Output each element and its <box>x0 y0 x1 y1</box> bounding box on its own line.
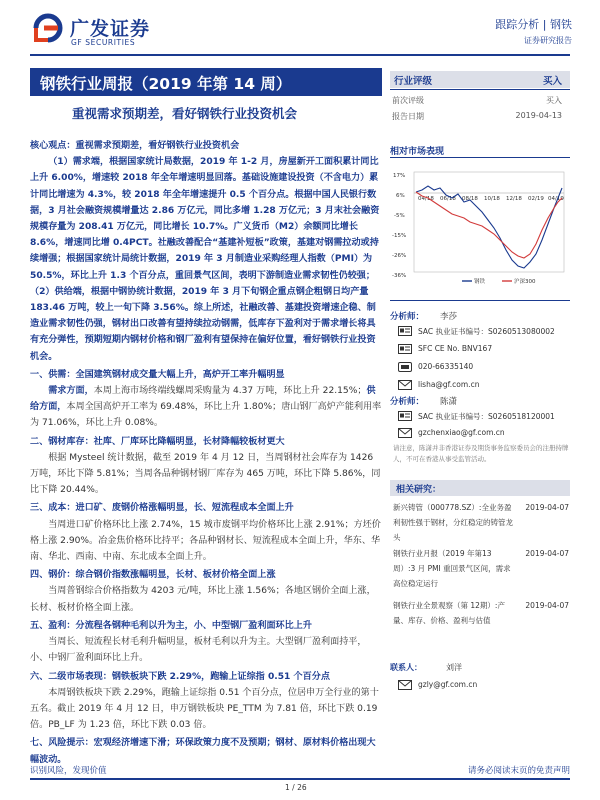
id-card-icon <box>398 326 412 336</box>
analyst1-sfc: SFC CE No. BNV167 <box>418 344 493 353</box>
section-6-title: 六、二级市场表现：钢铁板块下跌 2.29%，跑输上证综指 0.51 个百分点 <box>30 671 330 682</box>
id-card-icon <box>398 344 412 354</box>
related-item-date: 2019-04-07 <box>525 503 569 512</box>
core-view-paragraph: （1）需求端，根据国家统计局数据，2019 年 1-2 月，房屋新开工面积累计同比上升 6.00%，增速较 2018 年全年增速明显回落。基础设施建设投资（不含电力）累计同比增速为 4.3%，较 2018 年全年增速提升 0.5 个百分点。根据中国人民银行数据，3 月社会融资规模增量达 2.86 万亿元，同比多增 1.28 万亿元；3 月末社会融资规模存量为 208.41 万亿元，同比增长 10.7%。广义货币（M2）余额同比增长 8.6%，增速同比增 0.4PCT。社融改善配合“基建补短板”政策，基建对钢需拉动或持续增强；根据国家统计局统计数据，2019 年 3 月制造业采购经理人指数（PMI）为 50.5%，环比上升 1.3 个百分点，重回景气区间，表明下游制造业需求韧性仍较强；（2）供给端，根据中钢协统计数据，2019 年 3 月下旬钢企重点钢企粗钢日均产量 183.46 万吨，较上一旬下降 3.56%。综上所述，社融改善、基建投资增速企稳、制造业需求韧性仍强，钢材出口改善有望持续拉动钢需，低库存下盈利对于需求增长将具有充分弹性，预期短期内钢材价格和钢厂盈利有望保持在偏好位置，看好钢铁行业投资机会。 <box>30 157 380 362</box>
rating-value: 买入 <box>542 76 562 87</box>
gf-logo-icon <box>32 12 64 44</box>
legend-hs300: 沪深300 <box>514 279 536 285</box>
contact-label: 联系人： <box>390 663 422 672</box>
related-item-title[interactable]: 新兴铸管（000778.SZ）:全业务盈利韧性强于钢材，分红稳定的铸管龙头 <box>393 503 513 543</box>
analyst1-sac: SAC 执业证书编号：S0260513080002 <box>418 327 555 336</box>
page-subtitle: 重视需求预期差，看好钢铁行业投资机会 <box>72 106 298 121</box>
supply-label: 供给方面， <box>30 386 376 413</box>
section-2-body: 根据 Mysteel 统计数据，截至 2019 年 4 月 12 日，当周钢材社会库存为 1426 万吨，环比下降 5.81%；当周各品种钢材钢厂库存为 465 万吨，环比下降 5.86%，同比下降 20.44%。 <box>30 452 381 496</box>
y-tick-label: -5% <box>394 213 405 219</box>
email-icon <box>398 380 412 390</box>
report-date-row <box>392 111 562 123</box>
contact-name: 刘洋 <box>446 663 462 672</box>
legend-steel: 钢铁 <box>474 279 486 285</box>
logo-en-text: GF SECURITIES <box>71 38 136 47</box>
section-4-title: 四、钢价：综合钢价指数涨幅明显，长材、板材价格全面上涨 <box>30 570 276 581</box>
contact-email[interactable]: gzly@gf.com.cn <box>418 680 478 689</box>
section-4-body: 当周普钢综合价格指数为 4203 元/吨，环比上涨 1.56%；各地区钢价全面上涨，长材、板材价格全面上涨。 <box>30 586 376 613</box>
x-tick-label: 04/18 <box>418 196 434 202</box>
report-type: 证券研究报告 <box>524 36 572 45</box>
report-date-value: 2019-04-13 <box>515 111 562 120</box>
logo-cn-text: 广发证券 <box>70 18 151 40</box>
y-tick-label: 17% <box>393 173 406 179</box>
email-icon <box>398 428 412 438</box>
section-3-title: 三、成本：进口矿、废钢价格涨幅明显，长、短流程成本全面上升 <box>30 503 294 514</box>
logo <box>32 12 182 52</box>
phone-icon <box>398 362 412 372</box>
footer-disclaimer: 请务必阅读末页的免责声明 <box>467 766 570 776</box>
related-item-title[interactable]: 钢铁行业全景观察（第 12期）:产量、库存、价格、盈利与估值 <box>393 601 505 626</box>
relative-performance-chart <box>392 168 567 288</box>
related-item[interactable] <box>393 500 569 546</box>
market-perf-label: 相对市场表现 <box>390 147 445 157</box>
x-tick-label: 08/18 <box>462 196 478 202</box>
related-item[interactable] <box>393 546 569 592</box>
report-category: 跟踪分析 | 钢铁 <box>495 18 572 31</box>
page-title: 钢铁行业周报（2019 年第 14 周） <box>40 75 292 93</box>
demand-label: 需求方面， <box>48 386 94 397</box>
related-item[interactable] <box>393 598 569 628</box>
x-tick-label: 02/19 <box>528 196 544 202</box>
section-5-title: 五、盈利：分流程各钢种毛利以升为主，小、中型钢厂盈利面环比上升 <box>30 620 312 631</box>
section-5-body: 当周长、短流程长材毛利升幅明显，板材毛利以升为主。大型钢厂盈利面持平，小、中钢厂盈利面环比上升。 <box>30 637 367 664</box>
section-1-title: 一、供需：全国建筑钢材成交量大幅上升，高炉开工率升幅明显 <box>30 369 285 380</box>
analyst1-phone: 020-66335140 <box>418 362 474 371</box>
footer-divider <box>30 778 570 780</box>
related-item-date: 2019-04-07 <box>525 601 569 610</box>
related-item-title[interactable]: 钢铁行业月报（2019 年第13 周）:3 月 PMI 重回景气区间，需求高位稳定运行 <box>393 549 511 589</box>
section-3-body: 当周进口矿价格环比上涨 2.74%，15 城市废钢平均价格环比上涨 2.91%；方坯价格上涨 2.90%。冶金焦价格环比持平；各品种钢材长、短流程成本全面上升，华东、华南、华北、西南、中南、东北成本全面上升。 <box>30 519 381 563</box>
x-tick-label: 10/18 <box>484 196 500 202</box>
report-body <box>30 138 384 768</box>
section-6-body: 本周钢铁板块下跌 2.29%，跑输上证综指 0.51 个百分点，位居申万全行业的第十五名。截止 2019 年 4 月 12 日，申万钢铁板块 PE_TTM 为 7.81 倍，环比下跌 0.19 倍。PB_LF 为 1.23 倍，环比下跌 0.03 倍。 <box>30 687 379 731</box>
demand-text: 本周上海市场终端线螺周采购量为 4.37 万吨，环比上升 22.15%； <box>93 386 367 397</box>
x-tick-label: 06/18 <box>440 196 456 202</box>
header-divider <box>30 54 570 56</box>
market-perf-divider <box>390 157 570 158</box>
prev-rating-value: 买入 <box>546 96 562 105</box>
prev-rating-row <box>392 95 562 107</box>
section-1-body <box>30 383 384 432</box>
analyst2-label: 分析师： <box>390 397 425 407</box>
prev-rating-label: 前次评级 <box>392 96 424 105</box>
chart-bottom-divider <box>390 300 570 301</box>
x-tick-label: 12/18 <box>506 196 522 202</box>
related-research-label: 相关研究： <box>396 485 442 495</box>
related-research-header <box>390 480 570 496</box>
related-item-date: 2019-04-07 <box>525 549 569 558</box>
y-tick-label: -26% <box>392 253 407 259</box>
email-icon <box>398 680 412 690</box>
y-tick-label: -15% <box>392 233 407 239</box>
section-7-risk: 七、风险提示：宏观经济增速下滑；环保政策力度不及预期；钢材、原材料价格出现大幅波动。 <box>30 738 376 765</box>
y-tick-label: -36% <box>392 273 407 279</box>
analyst1-name: 李莎 <box>440 312 458 322</box>
core-view-title: 核心观点：重视需求预期差，看好钢铁行业投资机会 <box>30 141 240 151</box>
analyst1-email[interactable]: lisha@gf.com.cn <box>418 380 480 389</box>
analyst1-label: 分析师： <box>390 312 425 322</box>
report-date-label: 报告日期 <box>392 112 424 121</box>
footer-slogan: 识别风险，发现价值 <box>30 766 107 776</box>
section-2-title: 二、钢材库存：社库、厂库环比降幅明显，长材降幅较板材更大 <box>30 436 285 447</box>
rating-header <box>390 71 570 88</box>
page-number: 1 / 26 <box>285 783 307 792</box>
analyst2-email[interactable]: gzchenxiao@gf.com.cn <box>418 428 505 437</box>
supply-text: 本周全国高炉开工率为 69.48%，环比上升 1.80%；唐山钢厂高炉产能利用率为 71.06%，环比上升 0.08%。 <box>30 402 382 429</box>
rating-label: 行业评级 <box>394 76 433 87</box>
rating-divider <box>390 89 570 90</box>
x-tick-label: 04/19 <box>548 196 564 202</box>
y-tick-label: 6% <box>396 193 405 199</box>
analyst2-name: 陈潇 <box>440 397 458 407</box>
analyst-disclaimer-note: 请注意，陈潇并非香港证券及期货事务监察委员会的注册持牌人，不可在香港从事受监管活动。 <box>393 444 569 463</box>
id-card-icon <box>398 411 412 421</box>
analyst2-sac: SAC 执业证书编号：S0260518120001 <box>418 412 555 421</box>
